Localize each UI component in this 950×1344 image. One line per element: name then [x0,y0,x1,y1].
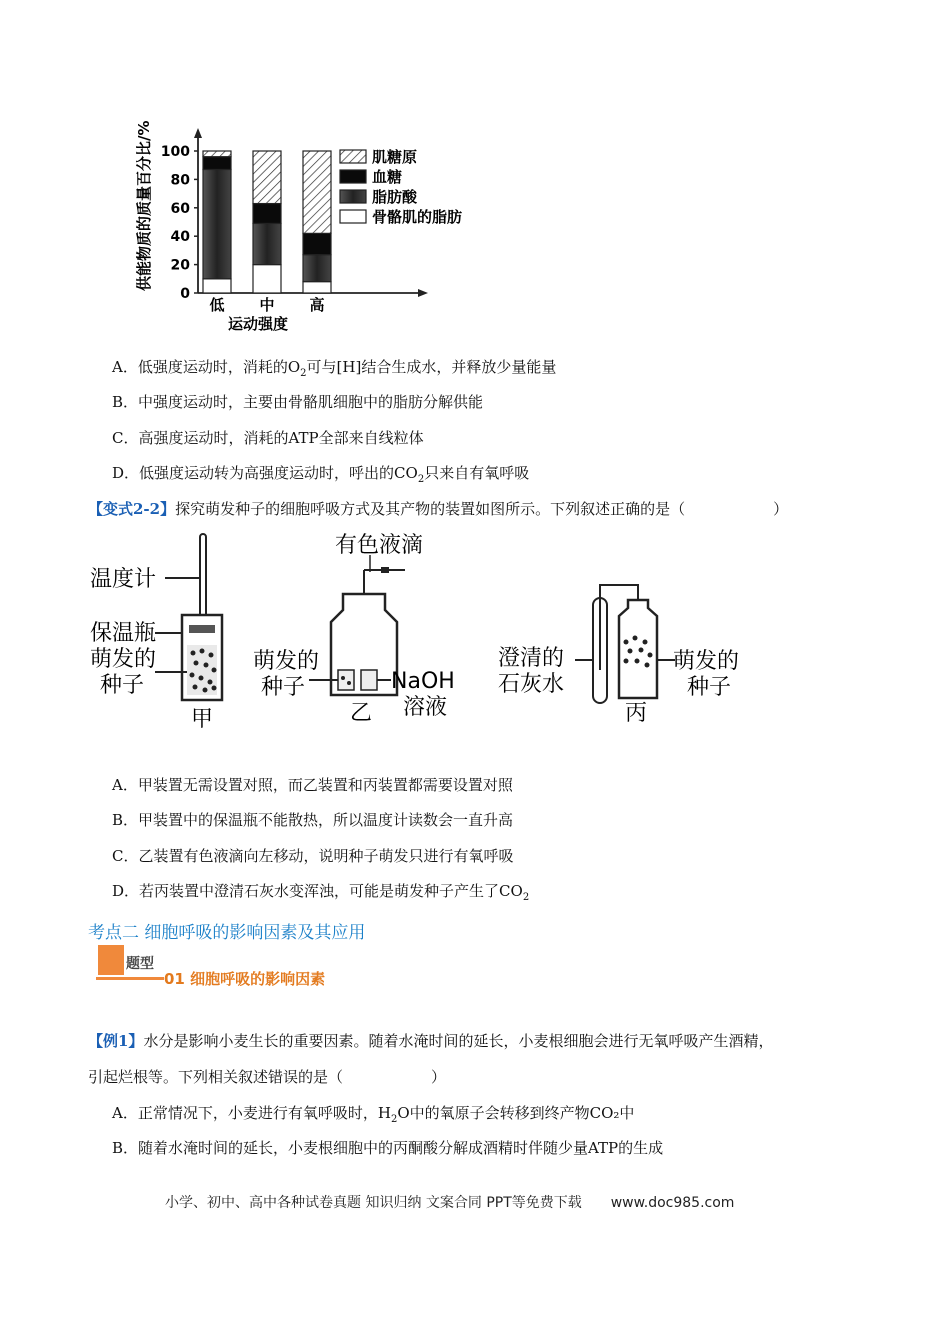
question-tag: 【例1】 [88,1032,144,1050]
option-text: 甲装置无需设置对照，而乙装置和丙装置都需要设置对照 [137,776,513,794]
y-tick-label: 100 [160,144,190,160]
question-3-line-2 [88,1067,446,1087]
footer-site: www.doc985.com [610,1195,735,1211]
label-seeds: 种子 [261,675,306,700]
y-tick-label: 20 [170,257,190,274]
option-c [112,428,424,455]
option-text: 随着水淹时间的延长，小麦根细胞中的丙酮酸分解成酒精时伴随少量ATP的生成 [138,1139,664,1157]
legend-swatch [340,210,366,223]
label-flask: 保温瓶 [90,621,157,646]
option-letter: C． [112,847,139,865]
chart-bars [203,151,331,293]
bar-segment [203,169,231,278]
option-letter: D． [112,882,140,900]
option-b [112,392,483,419]
label-jia: 甲 [191,707,214,732]
legend-label: 肌糖原 [372,148,418,166]
seed-cup [338,670,354,690]
question-3-line-1 [88,1031,773,1051]
y-tick-label: 80 [170,172,190,189]
colored-drop [381,567,389,573]
label-seeds: 萌发的 [253,649,320,674]
option-letter: B． [112,811,139,829]
option-letter: D． [112,464,140,482]
option-text: 中强度运动时，主要由骨骼肌细胞中的脂肪分解供能 [138,393,484,411]
y-tick-label: 60 [170,200,190,217]
option-d [112,881,529,908]
x-tick-label: 高 [309,296,325,314]
close-paren: ） [773,500,789,518]
x-axis-label: 运动强度 [227,315,289,333]
option-d [112,463,529,490]
footer [165,1192,734,1212]
badge-block [98,945,124,975]
apparatus-yi [253,533,455,726]
label-limewater: 石灰水 [498,672,565,697]
subscript: 2 [390,1114,398,1125]
option-a [112,1103,634,1130]
option-a [112,775,513,802]
close-paren: ） [431,1068,447,1086]
label-naoh: NaOH [391,669,455,694]
legend-swatch [340,190,366,203]
y-axis-label: 供能物质的质量百分比/% [135,120,153,291]
section-title: 考点二 细胞呼吸的影响因素及其应用 [88,923,366,943]
option-text: 甲装置中的保温瓶不能散热，所以温度计读数会一直升高 [138,811,514,829]
apparatus-figure [85,530,785,735]
y-tick-label: 40 [170,229,190,246]
label-seeds: 种子 [100,673,145,698]
chart-legend [340,148,462,226]
legend-label: 血糖 [372,168,403,186]
y-tick-label: 0 [180,286,190,302]
subscript: 2 [300,368,307,379]
bar-segment [253,223,281,264]
bar-segment [303,255,331,282]
option-b [112,810,513,837]
option-letter: B． [112,1139,139,1157]
question-text: 引起烂根等。下列相关叙述错误的是（ [88,1068,344,1086]
bar-segment [253,265,281,293]
option-letter: C． [112,429,139,447]
label-bing: 丙 [625,701,648,726]
footer-text: 小学、初中、高中各种试卷真题 知识归纳 文案合同 PPT等免费下载 [165,1195,582,1211]
x-tick-label: 中 [259,296,275,314]
option-text: 高强度运动时，消耗的ATP全部来自线粒体 [138,429,424,447]
stacked-bar-chart [120,120,480,340]
option-text: 若丙装置中澄清石灰水变浑浊，可能是萌发种子产生了CO [139,882,523,900]
label-naoh: 溶液 [403,695,448,720]
subscript: 2 [522,892,530,903]
option-letter: B． [112,393,139,411]
option-a [112,357,556,384]
bar-segment [203,279,231,293]
badge-title: 01 细胞呼吸的影响因素 [164,970,326,988]
x-axis-arrow [418,289,428,297]
option-text: O中的氧原子会转移到终产物CO₂中 [397,1104,635,1122]
flask-stopper [189,625,215,633]
option-letter: A． [112,1104,138,1122]
option-letter: A． [112,776,138,794]
option-text: 低强度运动时，消耗的O [137,358,301,376]
bar-segment [303,151,331,233]
legend-swatch [340,150,366,163]
apparatus-bing [498,585,739,726]
option-text: 乙装置有色液滴向左移动，说明种子萌发只进行有氧呼吸 [138,847,514,865]
bar-segment [203,157,231,170]
label-limewater: 澄清的 [498,646,565,671]
legend-label: 骨骼肌的脂肪 [372,208,463,226]
naoh-cup [361,670,377,690]
legend-label: 脂肪酸 [372,188,418,206]
option-letter: A． [112,358,138,376]
question-text: 水分是影响小麦生长的重要因素。随着水淹时间的延长，小麦根细胞会进行无氧呼吸产生酒精， [143,1032,774,1050]
bar-segment [203,151,231,157]
option-text: 低强度运动转为高强度运动时，呼出的CO [139,464,418,482]
x-tick-label: 低 [209,296,225,314]
label-seeds: 萌发的 [673,649,740,674]
option-c [112,846,514,873]
badge-underline [96,977,164,980]
label-seeds: 萌发的 [90,647,157,672]
option-b [112,1138,663,1165]
label-drop: 有色液滴 [335,533,424,558]
y-axis-arrow [194,128,202,138]
badge-label: 题型 [126,956,154,972]
option-text: 正常情况下，小麦进行有氧呼吸时，H [137,1104,391,1122]
label-thermometer: 温度计 [90,567,157,592]
bar-segment [253,151,281,204]
bar-segment [303,282,331,293]
subscript: 2 [417,474,425,485]
option-text: 只来自有氧呼吸 [424,464,530,482]
question-text: 探究萌发种子的细胞呼吸方式及其产物的装置如图所示。下列叙述正确的是（ [175,500,686,518]
legend-swatch [340,170,366,183]
seed-bottle [619,600,657,698]
label-yi: 乙 [350,701,373,726]
apparatus-jia [90,534,222,732]
question-2 [88,499,788,519]
bar-segment [253,204,281,224]
option-text: 可与[H]结合生成水，并释放少量能量 [306,358,557,376]
label-seeds: 种子 [687,675,732,700]
question-tag: 【变式2-2】 [88,500,176,518]
bar-segment [303,233,331,254]
